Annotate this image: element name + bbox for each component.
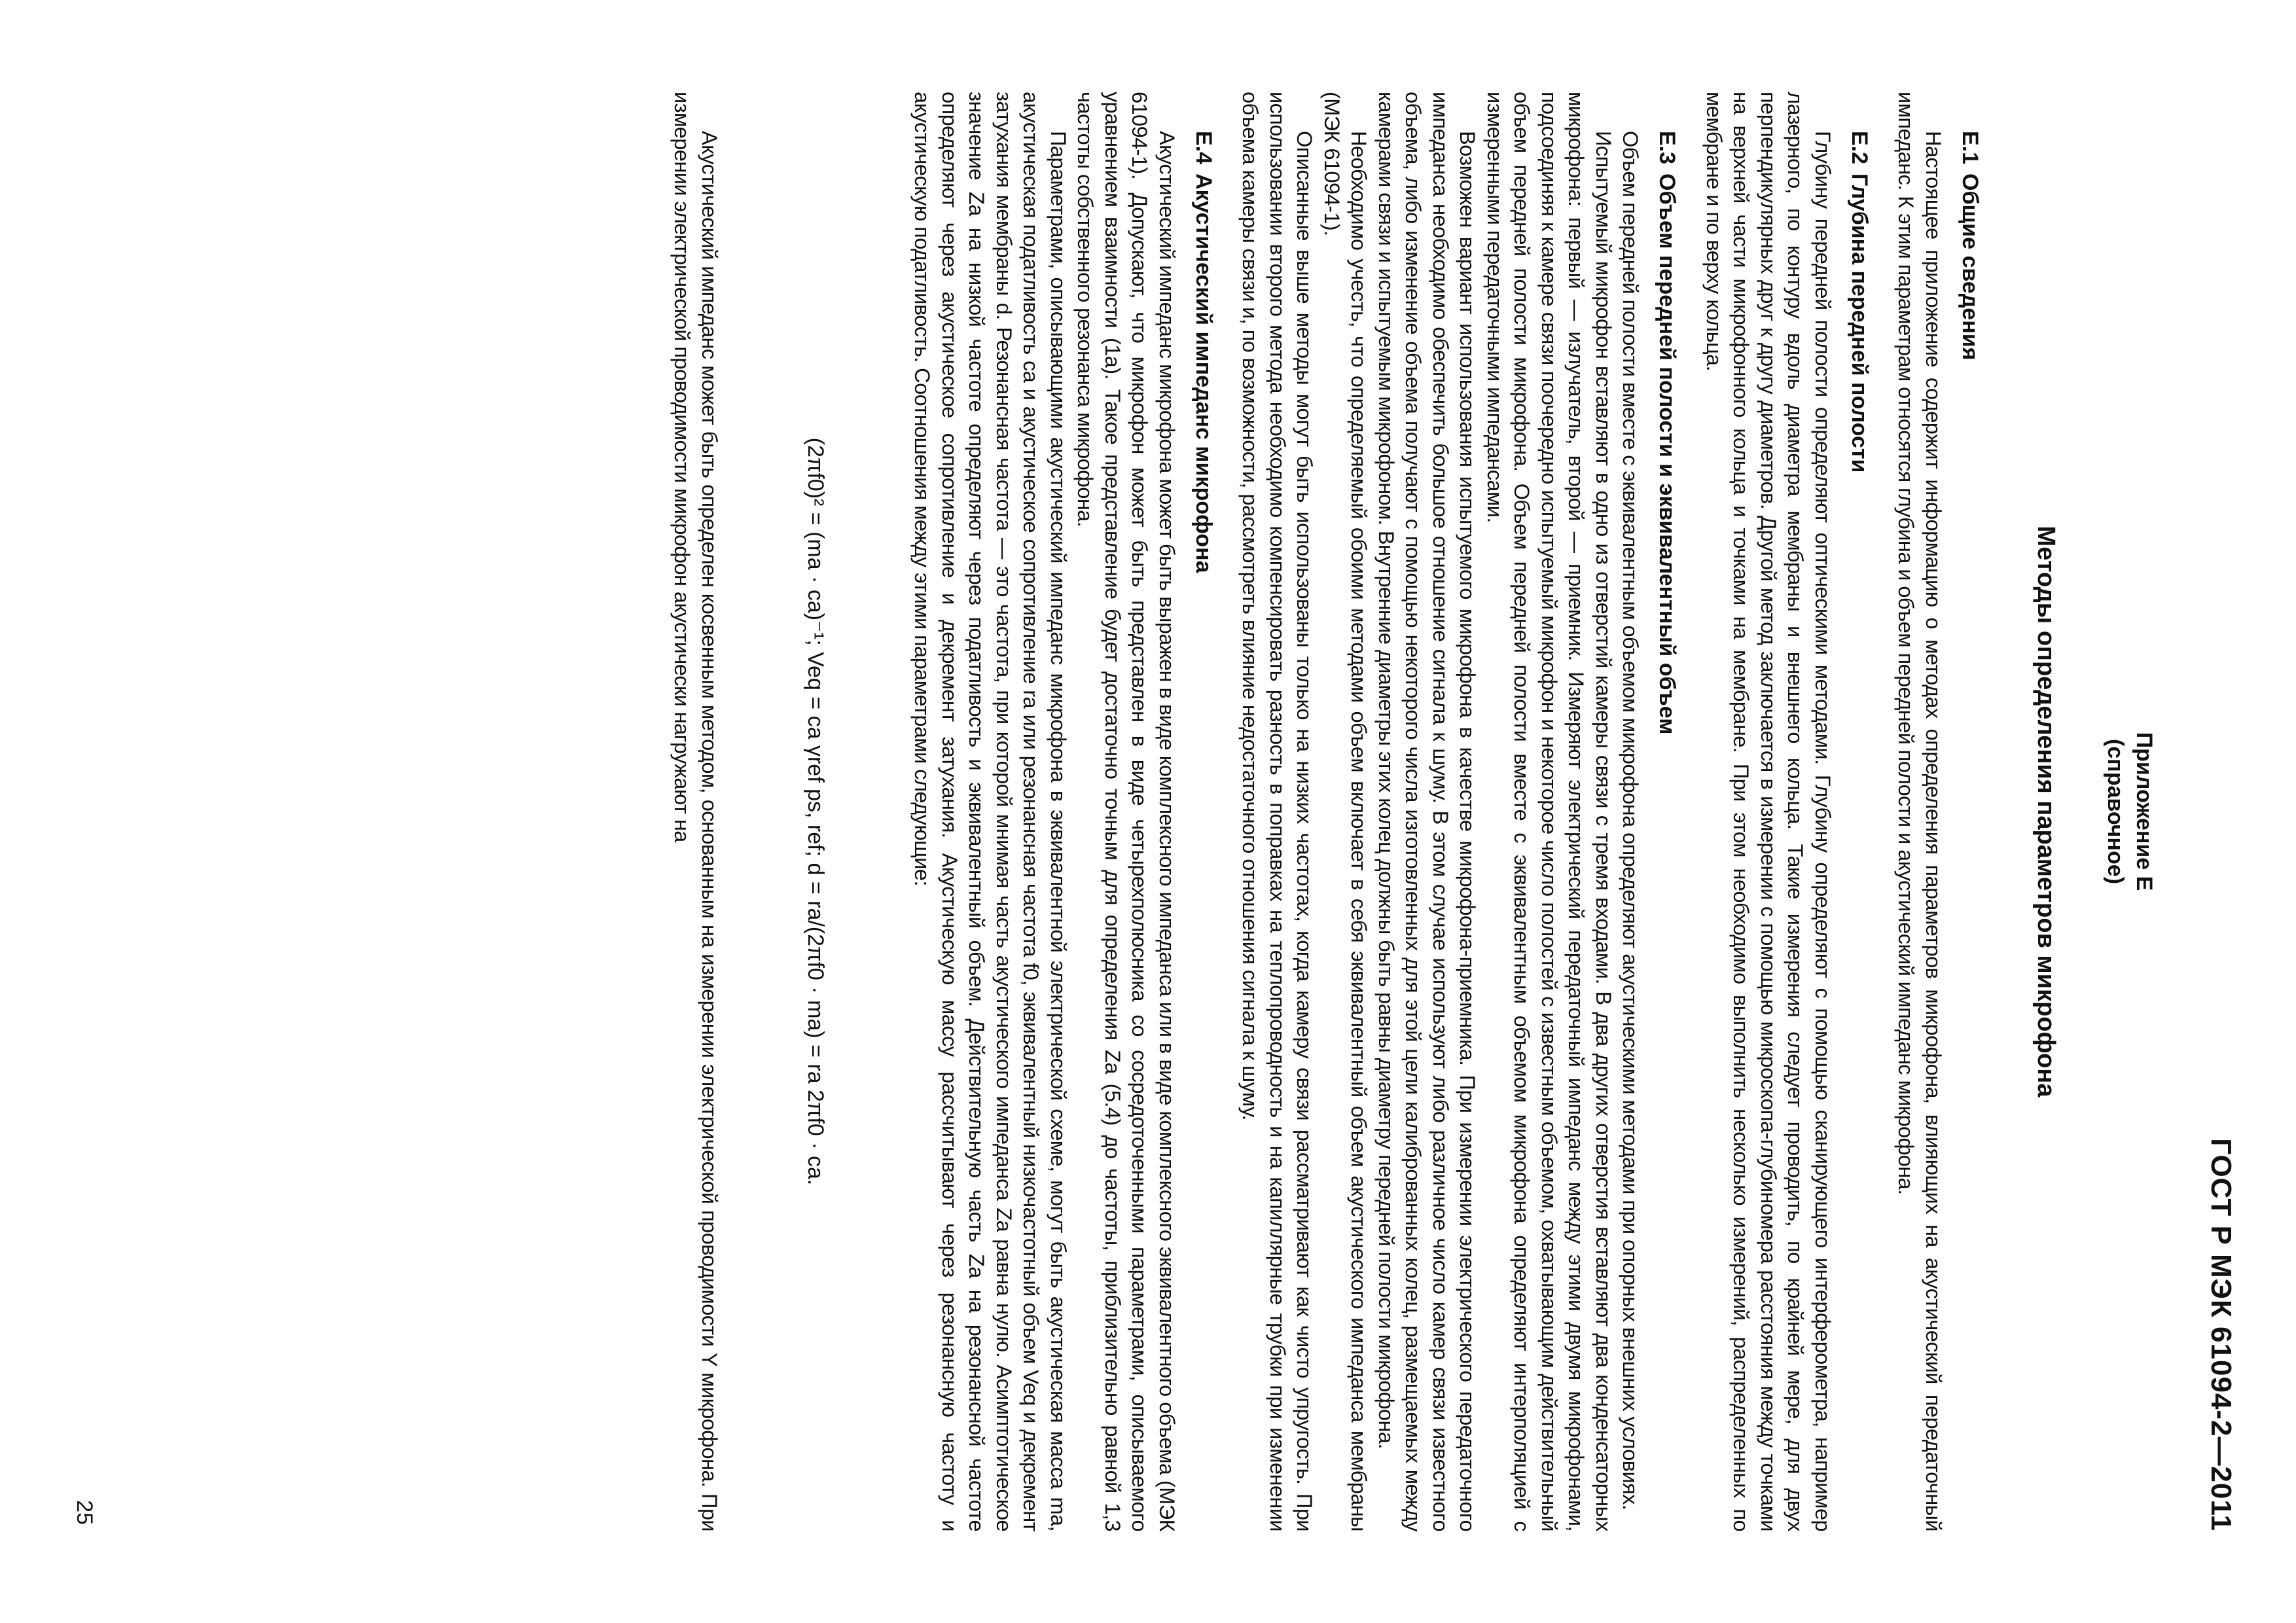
page-number: 25 <box>72 1500 97 1525</box>
page-content <box>668 92 2237 1531</box>
paragraph: Описанные выше методы могут быть использованы только на низких частотах, когда камеру связи рассматривают как чисто упругость. При использовании второго метода необходимо компенсировать разность в поправках на теплопроводность и на капиллярные трубки при изменении объема камеры связи и, по возможности, рассмотреть влияние недостаточного отношения сигнала к шуму. <box>1238 92 1317 1531</box>
section-title: Общие сведения <box>1958 173 1982 361</box>
section-heading <box>1845 92 1874 1531</box>
annex-type: (справочное) <box>2103 738 2128 885</box>
section-number: Е.1 <box>1958 131 1982 165</box>
closing-paragraph: Акустический импеданс может быть определен косвенным методом, основанным на измерении электрической проводимости Y микрофона. При измерении электрической проводимости микрофон акустически нагружают на <box>670 92 721 1531</box>
section-title: Глубина передней полости <box>1847 173 1872 473</box>
section-e4 <box>908 92 1218 1531</box>
paragraph: Параметрами, описывающими акустический импеданс микрофона в эквивалентной электрической схеме, могут быть акустическая масса ma, акустическая податливость ca и акустическое сопротивление ra или резонансная частота f0, эквивалентный низкочастотный объем Veq и декремент затухания мембраны d. Резонансная частота — это частота, при которой мнимая часть акустического импеданса Za равна нулю. Асимптотическое значение Za на низкой частоте определяют через податливость и эквивалентный объем. Действительную часть Za на резонансной частоте определяют через акустическое сопротивление и декремент затухания. Акустическую массу рассчитывают через резонансную частоту и акустическую податливость. Соотношения между этими параметрами следующие: <box>910 92 1070 1531</box>
section-e1 <box>1892 92 1984 1531</box>
annex-label: Приложение Е <box>2132 732 2157 891</box>
paragraph: Возможен вариант использования испытуемого микрофона в качестве микрофона-приемника. При измерении электрического передаточного импеданса необходимо обеспечить большое отношение сигнала к шуму. В этом случае используют либо различное число камер связи известного объема, либо изменение объема получают с помощью некоторого числа изготовленных для этой цели калиброванных колец, размещаемых между камерами связи и испытуемым микрофоном. Внутренние диаметры этих колец должны быть равны диаметру передней полости микрофона. <box>1374 92 1480 1531</box>
paragraph: Необходимо учесть, что определяемый обоими методами объем включает в себя эквивалентный объем акустического импеданса мембраны (МЭК 61094-1). <box>1320 92 1371 1531</box>
standard-id: ГОСТ Р МЭК 61094-2—2011 <box>2205 1138 2237 1531</box>
paragraph: Испытуемый микрофон вставляют в одно из отверстий камеры связи с тремя входами. В два других отверстия вставляют два конденсаторных микрофона: первый — излучатель, второй — приемник. Измеряют электрический передаточный импеданс между этими двумя микрофонами, подсоединяя к камере связи поочередно испытуемый микрофон и некоторое число полостей с известным объемом, охватывающим действительный объем передней полости микрофона. Объем передней полости вместе с эквивалентным объемом микрофона определяют интерполяцией с измеренными передаточными импедансами. <box>1483 92 1615 1531</box>
section-number: Е.3 <box>1655 131 1680 165</box>
section-number: Е.2 <box>1847 131 1872 165</box>
section-heading <box>1189 92 1218 1531</box>
section-heading <box>1653 92 1682 1531</box>
paragraph: Глубину передней полости определяют оптическими методами. Глубину определяют с помощью сканирующего интерферометра, например лазерного, по контуру вдоль диаметра мембраны и внешнего кольца. Такие измерения следует проводить, по крайней мере, для двух перпендикулярных друг к другу диаметров. Другой метод заключается в измерении с помощью микроскопа-глубиномера расстояния между точками на верхней части микрофонного кольца и точками на мембране. При этом необходимо выполнить несколько измерений, распределенных по мембране и по верху кольца. <box>1702 92 1835 1531</box>
annex-title: Методы определения параметров микрофона <box>2032 526 2060 1097</box>
section-title: Объем передней полости и эквивалентный объем <box>1655 173 1680 735</box>
section-e3 <box>1236 92 1682 1531</box>
section-title: Акустический импеданс микрофона <box>1191 173 1216 573</box>
paragraph: Объем передней полости вместе с эквивалентным объемом микрофона определяют акустическими методами при опорных внешних условиях. <box>1619 131 1643 1510</box>
paragraph: Акустический импеданс микрофона может быть выражен в виде комплексного импеданса или в виде комплексного эквивалентного объема (МЭК 61094-1). Допускают, что микрофон может быть представлен в виде четырехполюсника со сосредоточенными параметрами, описываемого уравнением взаимности (1а). Такое представление будет достаточно точным для определения Za (5.4) до частоты, приблизительно равной 1,3 частоты собственного резонанса микрофона. <box>1073 92 1179 1531</box>
paragraph: Настоящее приложение содержит информацию о методах определения параметров микрофона, влияющих на акустический передаточный импеданс. К этим параметрам относятся глубина и объем передней полости и акустический импеданс микрофона. <box>1894 92 1945 1531</box>
section-e2 <box>1700 92 1874 1531</box>
formula: (2πf0)² = (ma · ca)⁻¹; Veq = ca γref ps, ref; d = ra/(2πf0 · ma) = ra 2πf0 · ca. <box>803 437 828 1186</box>
section-number: Е.4 <box>1191 131 1216 165</box>
section-heading <box>1956 92 1984 1531</box>
